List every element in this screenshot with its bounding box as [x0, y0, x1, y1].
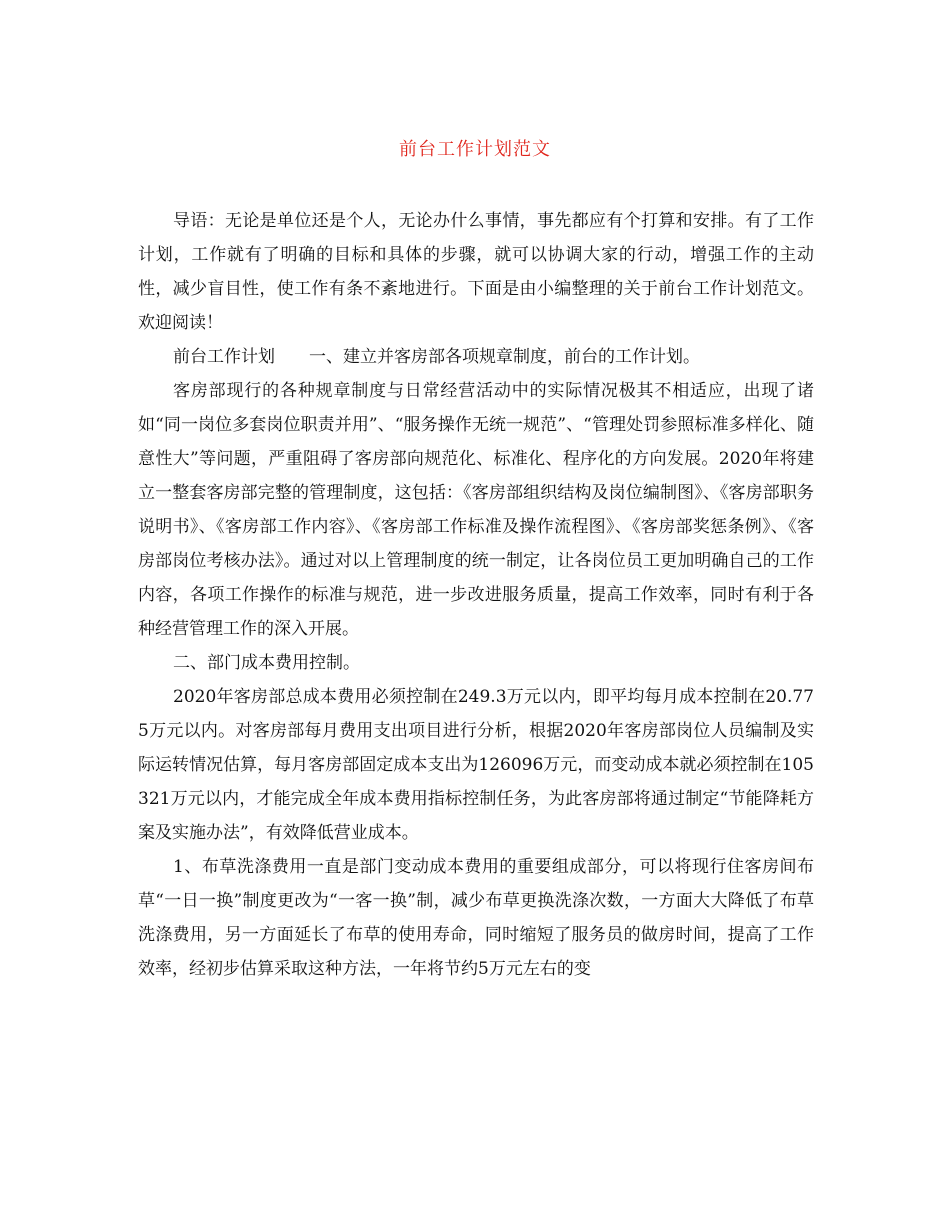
section-heading-2: 二、部门成本费用控制。 [173, 653, 360, 673]
section-heading-1: 前台工作计划 一、建立并客房部各项规章制度，前台的工作计划。 [173, 347, 700, 367]
paragraph-cost: 2020年客房部总成本费用必须控制在249.3万元以内，即平均每月成本控制在20.775万元以内。对客房部每月费用支出项目进行分析，根据2020年客房部岗位人员编制及实际运转情况估算，每月客房部固定成本支出为126096万元，而变动成本就必须控制在105321万元以内，才能完成全年成本费用指标控制任务，为此客房部将通过制定“节能降耗方案及实施办法”，有效降低营业成本。 [138, 687, 814, 843]
paragraph-rules: 客房部现行的各种规章制度与日常经营活动中的实际情况极其不相适应，出现了诸如“同一岗位多套岗位职责并用”、“服务操作无统一规范”、“管理处罚参照标准多样化、随意性大”等问题，严重阻碍了客房部向规范化、标准化、程序化的方向发展。2020年将建立一整套客房部完整的管理制度，这包括：《客房部组织结构及岗位编制图》、《客房部职务说明书》、《客房部工作内容》、《客房部工作标准及操作流程图》、《客房部奖惩条例》、《客房部岗位考核办法》。通过对以上管理制度的统一制定，让各岗位员工更加明确自己的工作内容，各项工作操作的标准与规范，进一步改进服务质量，提高工作效率，同时有利于各种经营管理工作的深入开展。 [138, 381, 814, 639]
paragraph-linen: 1、布草洗涤费用一直是部门变动成本费用的重要组成部分，可以将现行住客房间布草“一日一换”制度更改为“一客一换”制，减少布草更换洗涤次数，一方面大大降低了布草洗涤费用，另一方面延长了布草的使用寿命，同时缩短了服务员的做房时间，提高了工作效率，经初步估算采取这种方法，一年将节约5万元左右的变 [138, 857, 814, 979]
intro-paragraph: 导语：无论是单位还是个人，无论办什么事情，事先都应有个打算和安排。有了工作计划，工作就有了明确的目标和具体的步骤，就可以协调大家的行动，增强工作的主动性，减少盲目性，使工作有条不紊地进行。下面是由小编整理的关于前台工作计划范文。欢迎阅读！ [138, 211, 814, 333]
document-title: 前台工作计划范文 [399, 139, 551, 160]
document-body [138, 204, 814, 986]
